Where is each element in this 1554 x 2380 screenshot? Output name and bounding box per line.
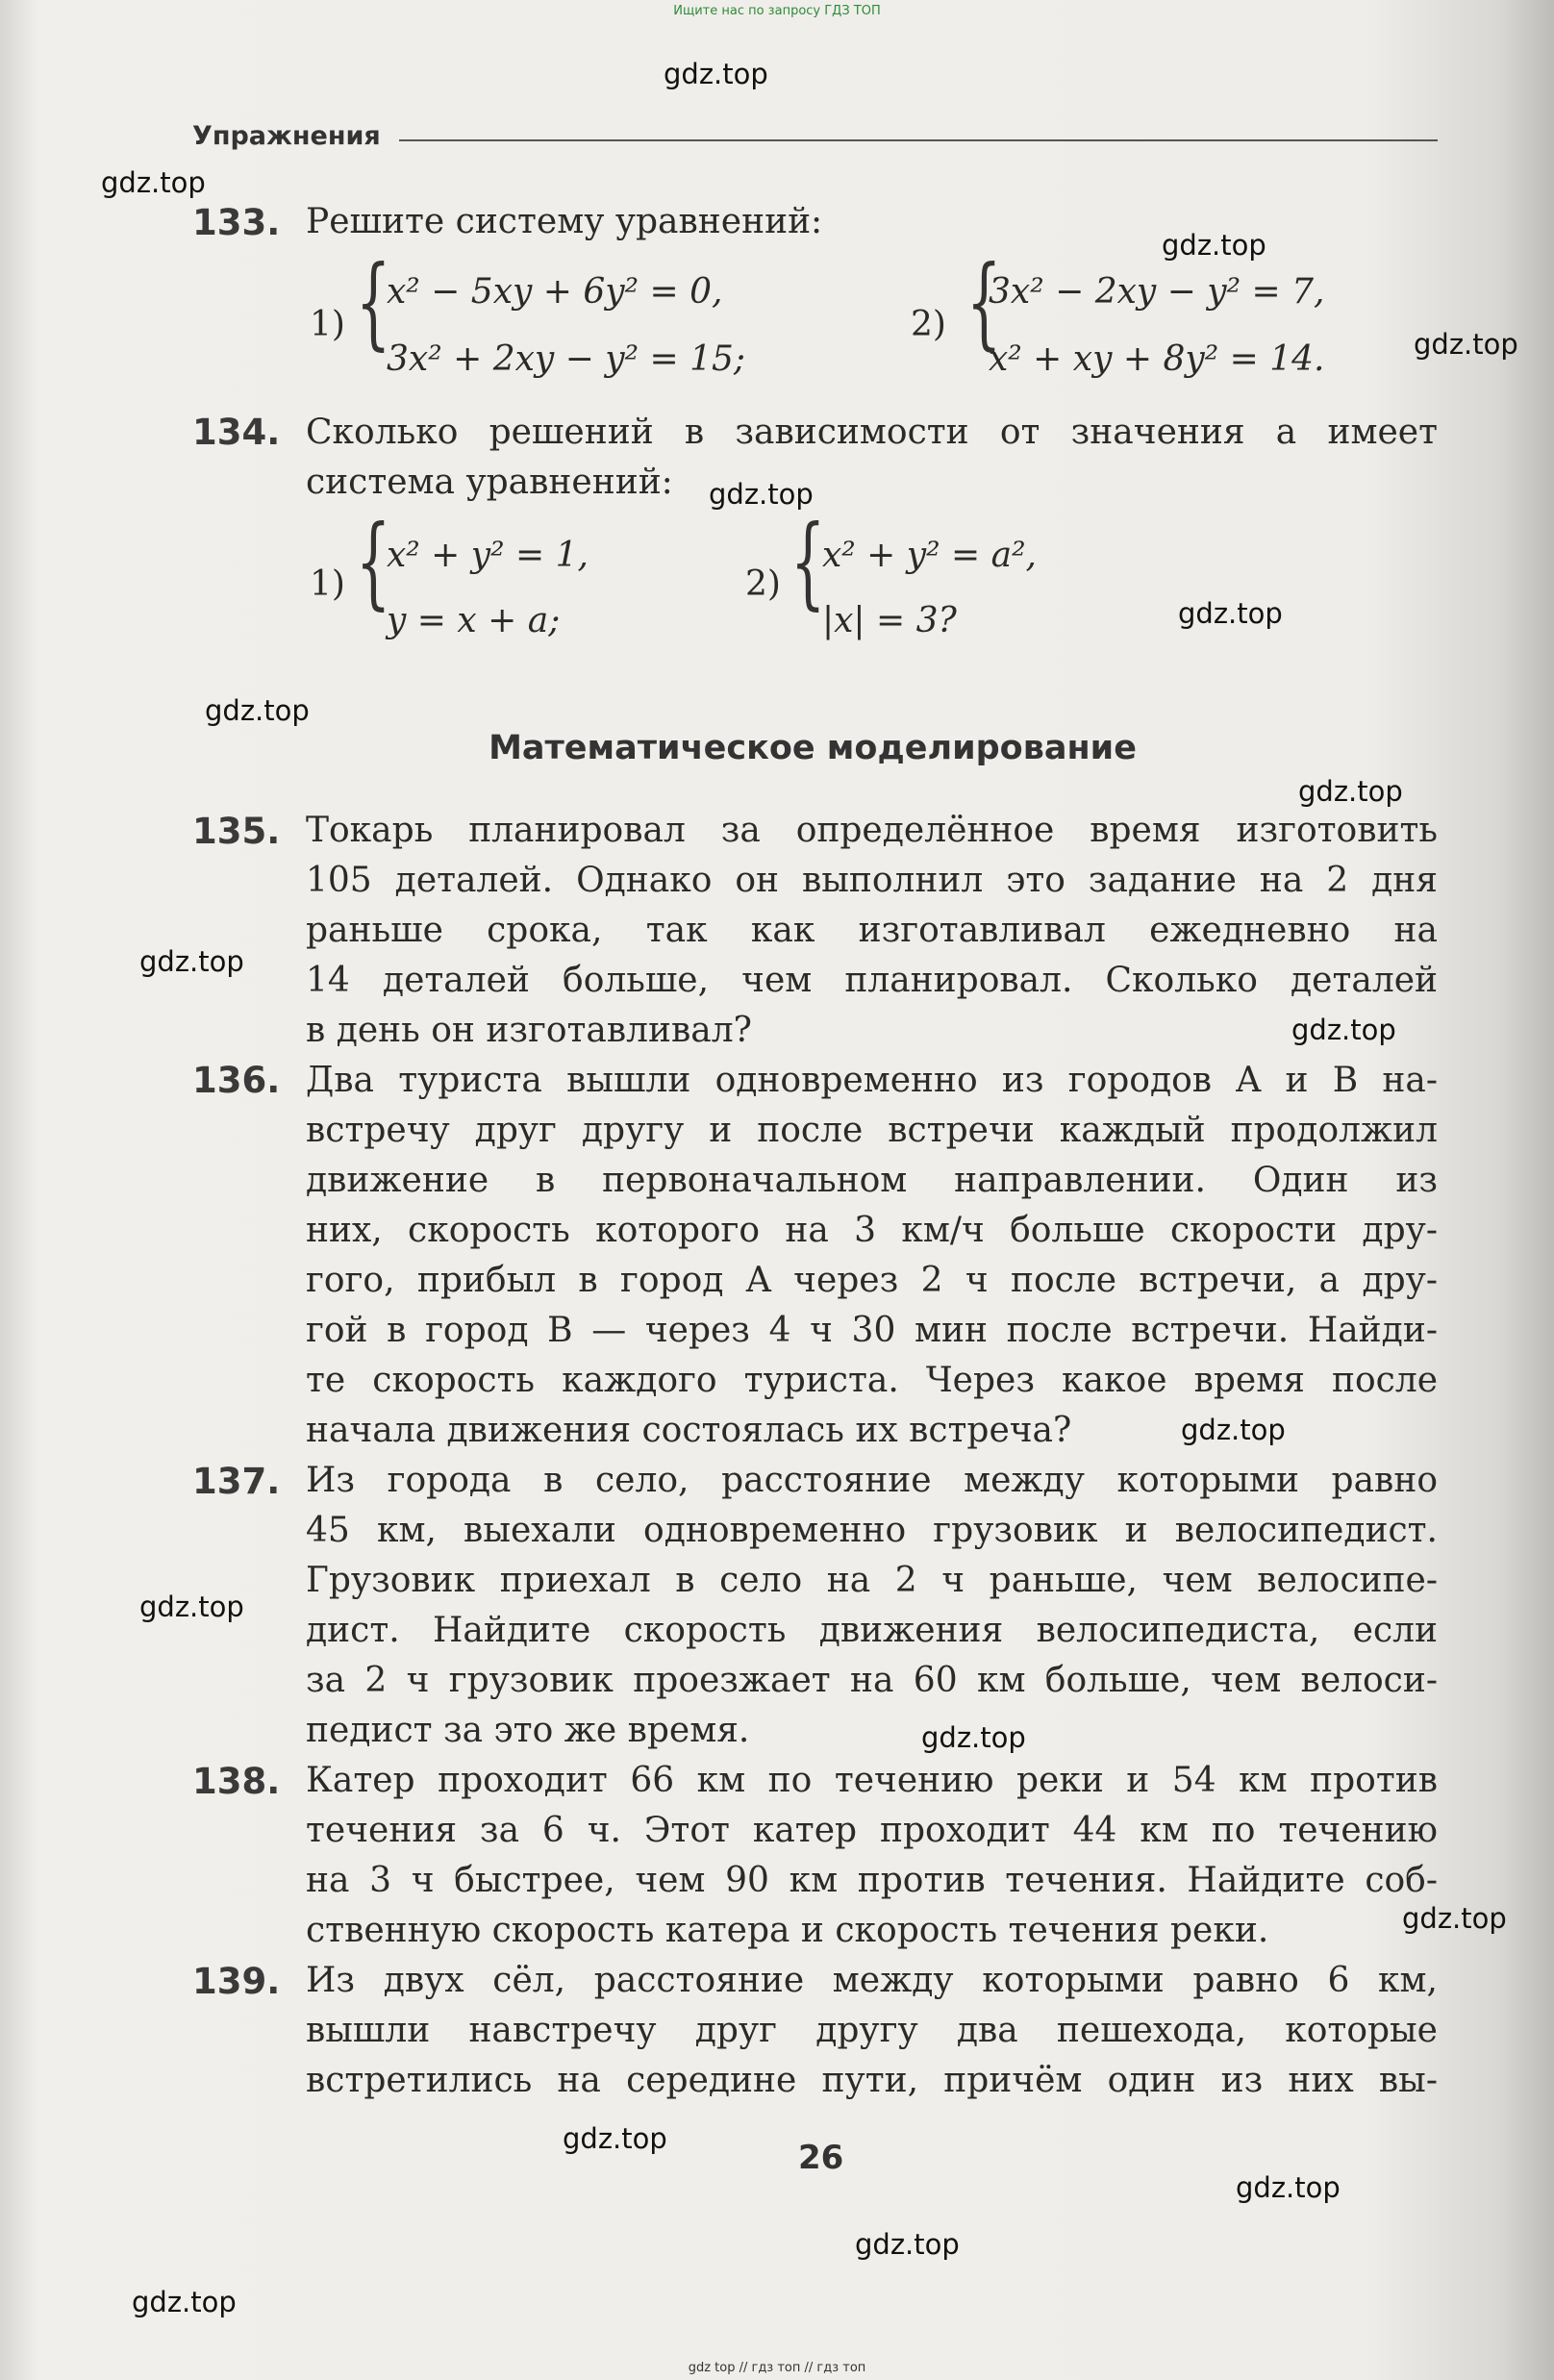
exercise-text-line: раньше срока, так как изготавливал ежедневно на [306, 911, 1438, 950]
exercise-number: 135. [192, 811, 281, 852]
equation: x² + y² = a², [822, 536, 1037, 575]
exercise-number: 136. [192, 1060, 281, 1101]
header-rule [399, 139, 1438, 141]
exercise-text-line: ственную скорость катера и скорость течения реки. [306, 1911, 1269, 1950]
exercise-text-line: в день он изготавливал? [306, 1011, 752, 1050]
system-label: 2) [745, 564, 781, 604]
exercise-text-line: 105 деталей. Однако он выполнил это задание на 2 дня [306, 861, 1438, 900]
exercise-text-line: Решите систему уравнений: [306, 202, 823, 241]
exercise-text-line: педист за это же время. [306, 1711, 750, 1750]
exercise-text-line: гой в город B — через 4 ч 30 мин после встречи. Найди- [306, 1311, 1438, 1350]
watermark: gdz.top [563, 2122, 667, 2155]
equation: |x| = 3? [822, 601, 957, 640]
exercise-text-line: те скорость каждого туриста. Через какое время после [306, 1361, 1438, 1400]
system-brace: { [790, 503, 826, 620]
watermark: gdz.top [1236, 2171, 1341, 2204]
watermark: gdz.top [1181, 1414, 1286, 1446]
exercise-text-line: течения за 6 ч. Этот катер проходит 44 км по течению [306, 1811, 1438, 1850]
exercise-text-line: 14 деталей больше, чем планировал. Сколько деталей [306, 961, 1438, 1000]
equation: 3x² − 2xy − y² = 7, [989, 272, 1325, 312]
exercise-number: 139. [192, 1961, 281, 2002]
watermark: gdz.top [1402, 1902, 1507, 1935]
system-brace: { [356, 243, 391, 361]
watermark: gdz.top [664, 58, 768, 90]
exercise-number: 137. [192, 1461, 281, 1502]
watermark: gdz.top [101, 166, 206, 199]
top-banner: Ищите нас по запросу ГДЗ ТОП [673, 4, 881, 18]
exercise-text-line: Катер проходит 66 км по течению реки и 54 км против [306, 1761, 1438, 1800]
section-title: Математическое моделирование [489, 729, 1137, 767]
equation: x² + y² = 1, [387, 536, 589, 575]
exercise-number: 133. [192, 202, 281, 243]
exercise-text-line: Токарь планировал за определённое время изготовить [306, 811, 1438, 850]
page-number: 26 [798, 2139, 844, 2177]
system-brace: { [356, 503, 391, 620]
watermark: gdz.top [921, 1721, 1026, 1754]
exercise-text-line: на 3 ч быстрее, чем 90 км против течения. Найдите соб- [306, 1861, 1438, 1900]
watermark: gdz.top [709, 478, 814, 511]
exercise-text-line: Из города в село, расстояние между которыми равно [306, 1461, 1438, 1500]
watermark: gdz.top [1298, 775, 1403, 808]
exercise-text-line: Два туриста вышли одновременно из городов A и B на- [306, 1061, 1438, 1100]
exercise-text-line: движение в первоначальном направлении. Один из [306, 1161, 1438, 1200]
watermark: gdz.top [205, 694, 310, 727]
exercise-text-line: вышли навстречу друг другу два пешехода, которые [306, 2011, 1438, 2050]
system-label: 1) [310, 564, 345, 604]
watermark: gdz.top [1291, 1014, 1396, 1046]
watermark: gdz.top [1414, 328, 1518, 361]
exercise-text-line: начала движения состоялась их встреча? [306, 1411, 1072, 1450]
watermark: gdz.top [855, 2228, 960, 2261]
watermark: gdz.top [1178, 597, 1283, 630]
exercise-text-line: Сколько решений в зависимости от значения a имеет [306, 413, 1438, 452]
exercise-text-line: них, скорость которого на 3 км/ч больше скорости дру- [306, 1211, 1438, 1250]
bottom-banner: gdz top // гдз топ // гдз топ [688, 2361, 866, 2375]
exercise-text-line: за 2 ч грузовик проезжает на 60 км больше, чем велоси- [306, 1661, 1438, 1700]
watermark: gdz.top [139, 1591, 244, 1623]
exercise-text-line: встретились на середине пути, причём один из них вы- [306, 2061, 1438, 2100]
exercise-number: 138. [192, 1761, 281, 1802]
exercise-text-line: система уравнений: [306, 463, 673, 502]
exercise-text-line: встречу друг другу и после встречи каждый продолжил [306, 1111, 1438, 1150]
equation: x² − 5xy + 6y² = 0, [387, 272, 723, 312]
watermark: gdz.top [139, 945, 244, 978]
exercise-number: 134. [192, 412, 281, 453]
section-header: Упражнения [192, 121, 381, 151]
exercise-text-line: Грузовик приехал в село на 2 ч раньше, чем велосипе- [306, 1561, 1438, 1600]
exercise-text-line: 45 км, выехали одновременно грузовик и велосипедист. [306, 1511, 1438, 1550]
watermark: gdz.top [1162, 229, 1266, 262]
watermark: gdz.top [132, 2286, 237, 2318]
system-label: 1) [310, 305, 345, 344]
system-brace: { [966, 243, 1002, 361]
exercise-text-line: Из двух сёл, расстояние между которыми равно 6 км, [306, 1961, 1438, 2000]
equation: 3x² + 2xy − y² = 15; [387, 339, 746, 379]
exercise-text-line: гого, прибыл в город A через 2 ч после встречи, а дру- [306, 1261, 1438, 1300]
system-label: 2) [911, 305, 946, 344]
exercise-text-line: дист. Найдите скорость движения велосипедиста, если [306, 1611, 1438, 1650]
equation: x² + xy + 8y² = 14. [989, 339, 1325, 379]
equation: y = x + a; [387, 601, 561, 640]
